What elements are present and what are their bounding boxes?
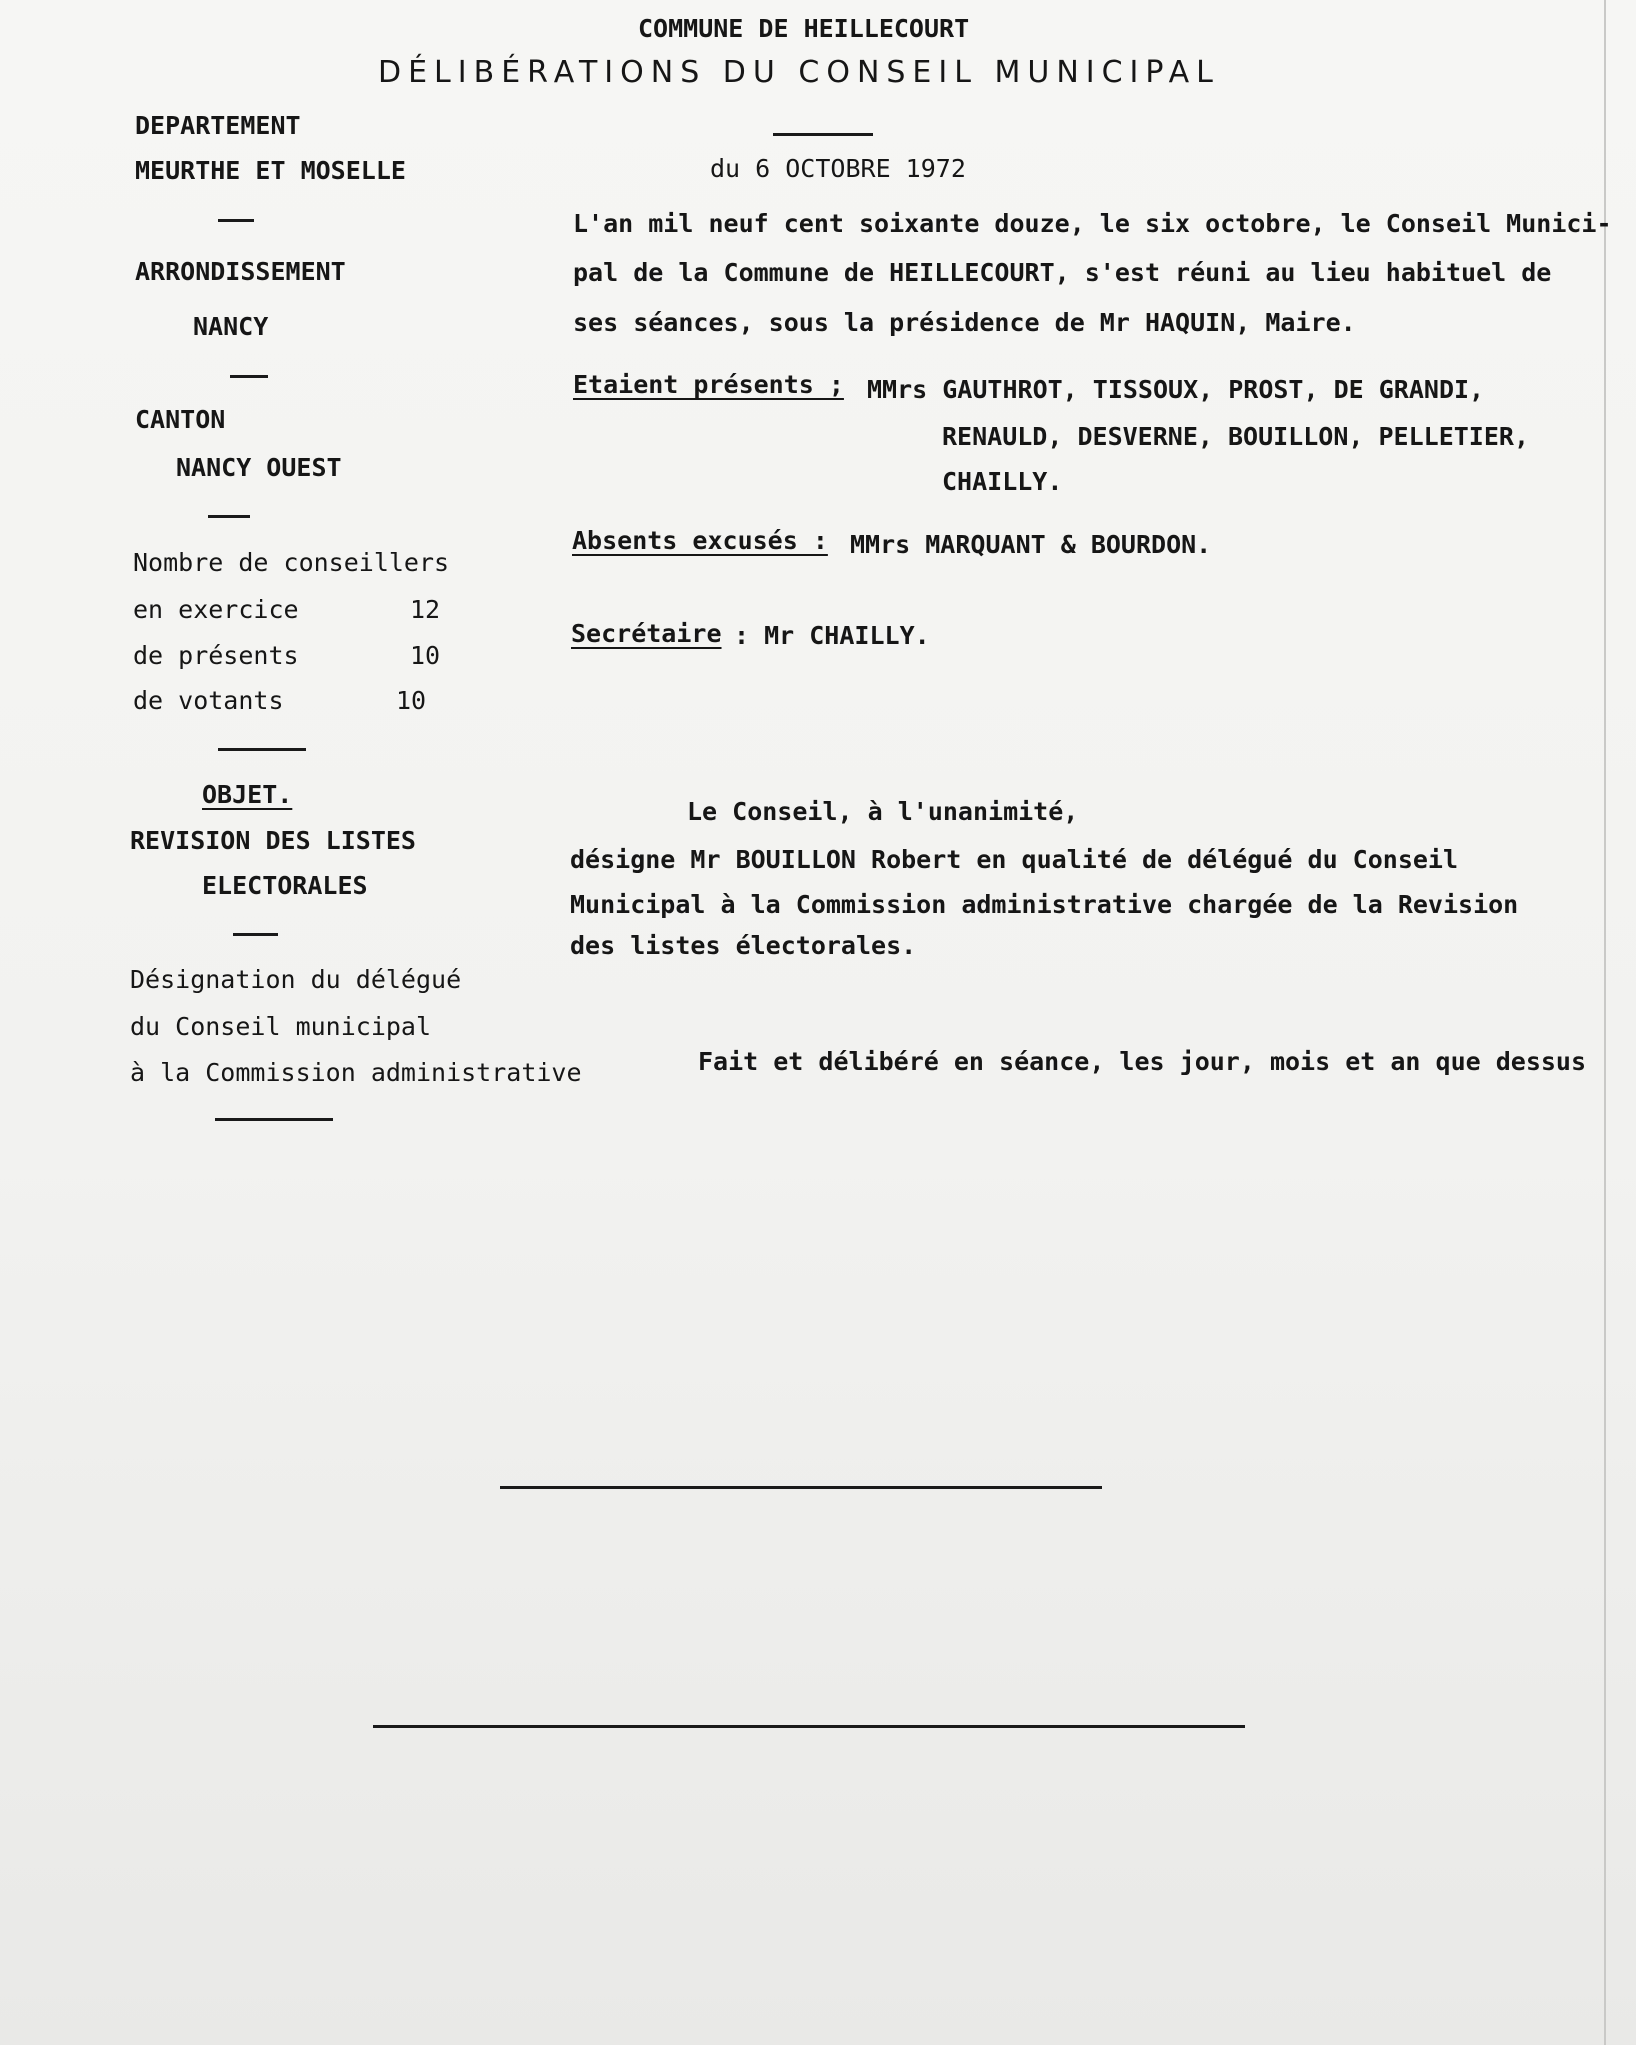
divider — [218, 219, 254, 222]
closing-formula: Fait et délibéré en séance, les jour, mois et an que dessus — [698, 1047, 1587, 1076]
canton-label: CANTON — [135, 405, 226, 434]
votants-value: 10 — [396, 686, 427, 715]
objet-line-1: REVISION DES LISTES — [130, 826, 416, 855]
presents-label: de présents — [133, 641, 299, 670]
intro-line-2: pal de la Commune de HEILLECOURT, s'est réuni au lieu habituel de — [573, 258, 1552, 287]
designation-line-2: du Conseil municipal — [130, 1012, 432, 1041]
absents-heading: Absents excusés : — [572, 526, 828, 555]
presents-names-3: CHAILLY. — [942, 467, 1063, 496]
decision-line-4: des listes électorales. — [570, 931, 917, 960]
commune-title: COMMUNE DE HEILLECOURT — [638, 14, 970, 43]
divider — [215, 1118, 333, 1121]
page-edge — [1604, 0, 1606, 2045]
divider — [233, 933, 278, 936]
canton-value: NANCY OUEST — [176, 453, 342, 482]
decision-line-1: Le Conseil, à l'unanimité, — [687, 797, 1079, 826]
departement-label: DEPARTEMENT — [135, 111, 301, 140]
signature-line — [500, 1486, 1102, 1489]
objet-label: OBJET. — [202, 780, 293, 809]
objet-line-2: ELECTORALES — [202, 871, 368, 900]
departement-value: MEURTHE ET MOSELLE — [135, 156, 406, 185]
intro-line-3: ses séances, sous la présidence de Mr HAQUIN, Maire. — [573, 308, 1356, 337]
designation-line-3: à la Commission administrative — [130, 1058, 582, 1087]
divider — [218, 748, 306, 751]
counts-title: Nombre de conseillers — [133, 548, 450, 577]
designation-line-1: Désignation du délégué — [130, 965, 462, 994]
divider — [230, 375, 268, 378]
presents-names-2: RENAULD, DESVERNE, BOUILLON, PELLETIER, — [942, 422, 1529, 451]
arrondissement-label: ARRONDISSEMENT — [135, 257, 346, 286]
decision-line-2: désigne Mr BOUILLON Robert en qualité de délégué du Conseil — [570, 845, 1459, 874]
signature-line — [373, 1725, 1245, 1728]
decision-line-3: Municipal à la Commission administrative chargée de la Revision — [570, 890, 1519, 919]
meeting-date: du 6 OCTOBRE 1972 — [710, 154, 966, 183]
presents-names-1: MMrs GAUTHROT, TISSOUX, PROST, DE GRANDI, — [867, 375, 1485, 404]
presents-value: 10 — [410, 641, 441, 670]
en-exercice-label: en exercice — [133, 595, 299, 624]
arrondissement-value: NANCY — [193, 312, 269, 341]
header-divider — [773, 133, 873, 136]
absents-names: MMrs MARQUANT & BOURDON. — [850, 530, 1212, 559]
intro-line-1: L'an mil neuf cent soixante douze, le six octobre, le Conseil Munici- — [573, 209, 1612, 238]
presents-heading: Etaient présents ; — [573, 370, 844, 399]
en-exercice-value: 12 — [410, 595, 441, 624]
divider — [208, 515, 250, 518]
votants-label: de votants — [133, 686, 284, 715]
secretaire-heading: Secrétaire — [571, 619, 722, 648]
secretaire-name: : Mr CHAILLY. — [734, 621, 930, 650]
deliberations-title: DÉLIBÉRATIONS DU CONSEIL MUNICIPAL — [378, 55, 1220, 90]
